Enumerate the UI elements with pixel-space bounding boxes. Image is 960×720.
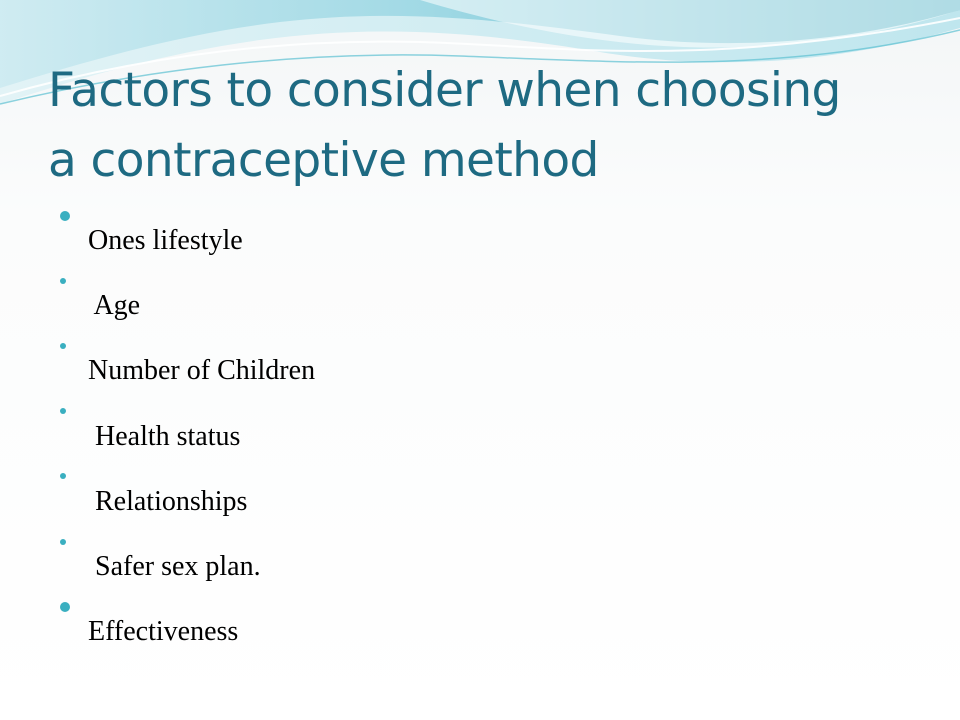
bullet-text: Relationships — [88, 485, 248, 517]
bullet-dot-icon — [60, 473, 66, 479]
slide-title-line-1: Factors to consider when choosing — [48, 63, 841, 118]
slide-title — [48, 56, 928, 196]
bullet-dot-icon — [60, 211, 70, 221]
bullet-dot-icon — [60, 539, 66, 545]
bullet-text: Number of Children — [88, 355, 316, 387]
bullet-text: Effectiveness — [88, 616, 239, 648]
slide-title-line-2: a contraceptive method — [48, 133, 599, 188]
bullet-text: Health status — [88, 420, 241, 452]
bullet-text: Safer sex plan. — [88, 550, 261, 582]
bullet-text: Ones lifestyle — [88, 225, 243, 256]
bullet-dot-icon — [60, 343, 66, 349]
bullet-dot-icon — [60, 602, 70, 612]
bullet-dot-icon — [60, 278, 66, 284]
bullet-dot-icon — [60, 408, 66, 414]
bullet-text: Age — [88, 290, 141, 322]
